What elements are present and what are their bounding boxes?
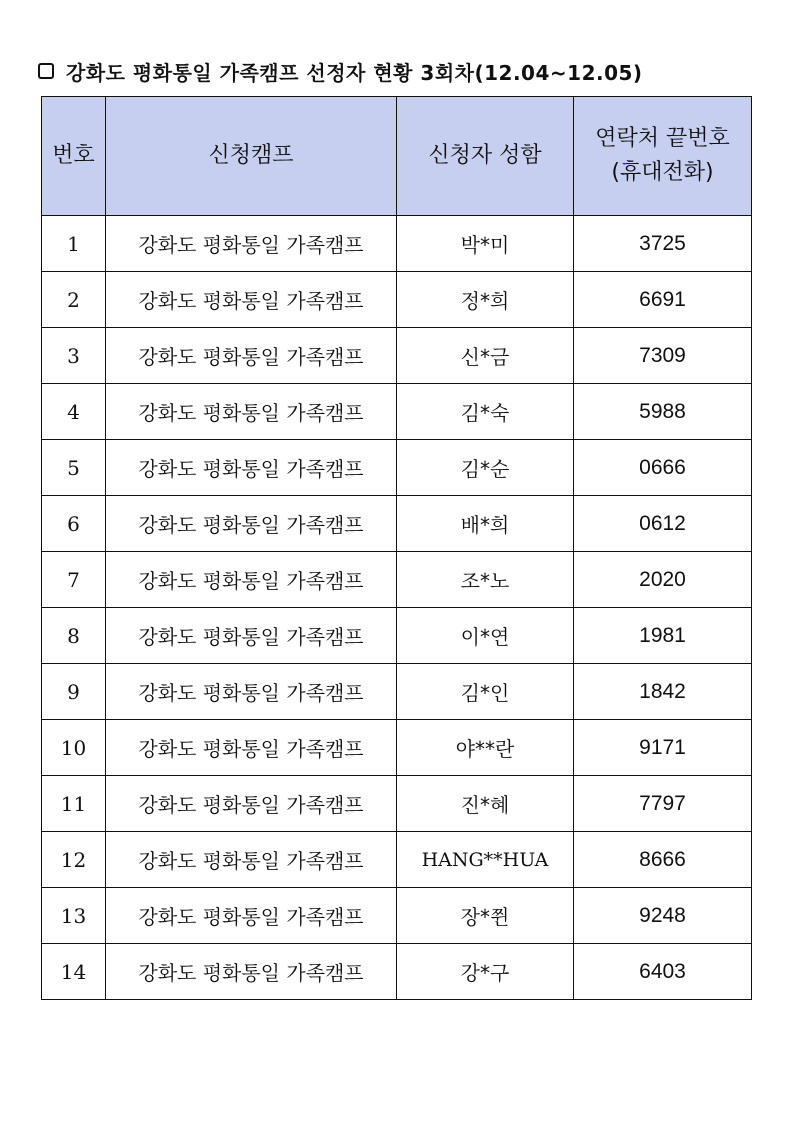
row-camp: 강화도 평화통일 가족캠프 <box>106 216 397 272</box>
row-name: 야**란 <box>397 720 574 776</box>
row-camp: 강화도 평화통일 가족캠프 <box>106 552 397 608</box>
header-number: 번호 <box>42 97 106 216</box>
row-camp: 강화도 평화통일 가족캠프 <box>106 888 397 944</box>
header-phone-line2: (휴대전화) <box>611 160 714 185</box>
row-phone: 9171 <box>574 720 752 776</box>
row-phone: 0666 <box>574 440 752 496</box>
row-number: 4 <box>42 384 106 440</box>
row-number: 10 <box>42 720 106 776</box>
selection-table <box>41 96 752 1000</box>
row-phone: 9248 <box>574 888 752 944</box>
row-number: 13 <box>42 888 106 944</box>
row-phone: 5988 <box>574 384 752 440</box>
row-name: 김*순 <box>397 440 574 496</box>
row-name: HANG**HUA <box>397 832 574 888</box>
row-phone: 3725 <box>574 216 752 272</box>
row-camp: 강화도 평화통일 가족캠프 <box>106 272 397 328</box>
row-phone: 7797 <box>574 776 752 832</box>
table-row <box>42 832 752 888</box>
row-number: 7 <box>42 552 106 608</box>
table-row <box>42 944 752 1000</box>
table-row <box>42 552 752 608</box>
row-camp: 강화도 평화통일 가족캠프 <box>106 608 397 664</box>
row-number: 5 <box>42 440 106 496</box>
row-name: 진*혜 <box>397 776 574 832</box>
row-phone: 1981 <box>574 608 752 664</box>
row-phone: 2020 <box>574 552 752 608</box>
table-row <box>42 328 752 384</box>
document-title-row <box>38 55 643 87</box>
row-camp: 강화도 평화통일 가족캠프 <box>106 496 397 552</box>
row-phone: 6403 <box>574 944 752 1000</box>
row-phone: 1842 <box>574 664 752 720</box>
table-row <box>42 496 752 552</box>
row-camp: 강화도 평화통일 가족캠프 <box>106 664 397 720</box>
row-number: 3 <box>42 328 106 384</box>
row-camp: 강화도 평화통일 가족캠프 <box>106 832 397 888</box>
row-number: 9 <box>42 664 106 720</box>
table-row <box>42 720 752 776</box>
header-phone <box>574 97 752 216</box>
row-camp: 강화도 평화통일 가족캠프 <box>106 776 397 832</box>
row-number: 2 <box>42 272 106 328</box>
row-number: 8 <box>42 608 106 664</box>
row-name: 이*연 <box>397 608 574 664</box>
row-name: 정*희 <box>397 272 574 328</box>
header-phone-line1: 연락처 끝번호 <box>595 126 730 151</box>
row-name: 신*금 <box>397 328 574 384</box>
row-name: 배*희 <box>397 496 574 552</box>
row-number: 11 <box>42 776 106 832</box>
row-camp: 강화도 평화통일 가족캠프 <box>106 328 397 384</box>
table-row <box>42 888 752 944</box>
row-name: 강*구 <box>397 944 574 1000</box>
document-title: 강화도 평화통일 가족캠프 선정자 현황 3회차(12.04~12.05) <box>66 60 643 85</box>
header-name: 신청자 성함 <box>397 97 574 216</box>
row-camp: 강화도 평화통일 가족캠프 <box>106 720 397 776</box>
table-row <box>42 776 752 832</box>
checkbox-icon <box>38 63 54 79</box>
row-camp: 강화도 평화통일 가족캠프 <box>106 440 397 496</box>
row-name: 박*미 <box>397 216 574 272</box>
row-name: 장*쮠 <box>397 888 574 944</box>
row-number: 1 <box>42 216 106 272</box>
row-number: 14 <box>42 944 106 1000</box>
table-row <box>42 216 752 272</box>
table-header-row <box>42 97 752 216</box>
row-camp: 강화도 평화통일 가족캠프 <box>106 384 397 440</box>
row-phone: 8666 <box>574 832 752 888</box>
row-phone: 0612 <box>574 496 752 552</box>
row-name: 김*숙 <box>397 384 574 440</box>
row-phone: 7309 <box>574 328 752 384</box>
table-row <box>42 440 752 496</box>
row-number: 6 <box>42 496 106 552</box>
row-phone: 6691 <box>574 272 752 328</box>
table-row <box>42 608 752 664</box>
table-row <box>42 664 752 720</box>
table-row <box>42 272 752 328</box>
row-name: 조*노 <box>397 552 574 608</box>
row-camp: 강화도 평화통일 가족캠프 <box>106 944 397 1000</box>
header-camp: 신청캠프 <box>106 97 397 216</box>
row-name: 김*인 <box>397 664 574 720</box>
table-row <box>42 384 752 440</box>
row-number: 12 <box>42 832 106 888</box>
